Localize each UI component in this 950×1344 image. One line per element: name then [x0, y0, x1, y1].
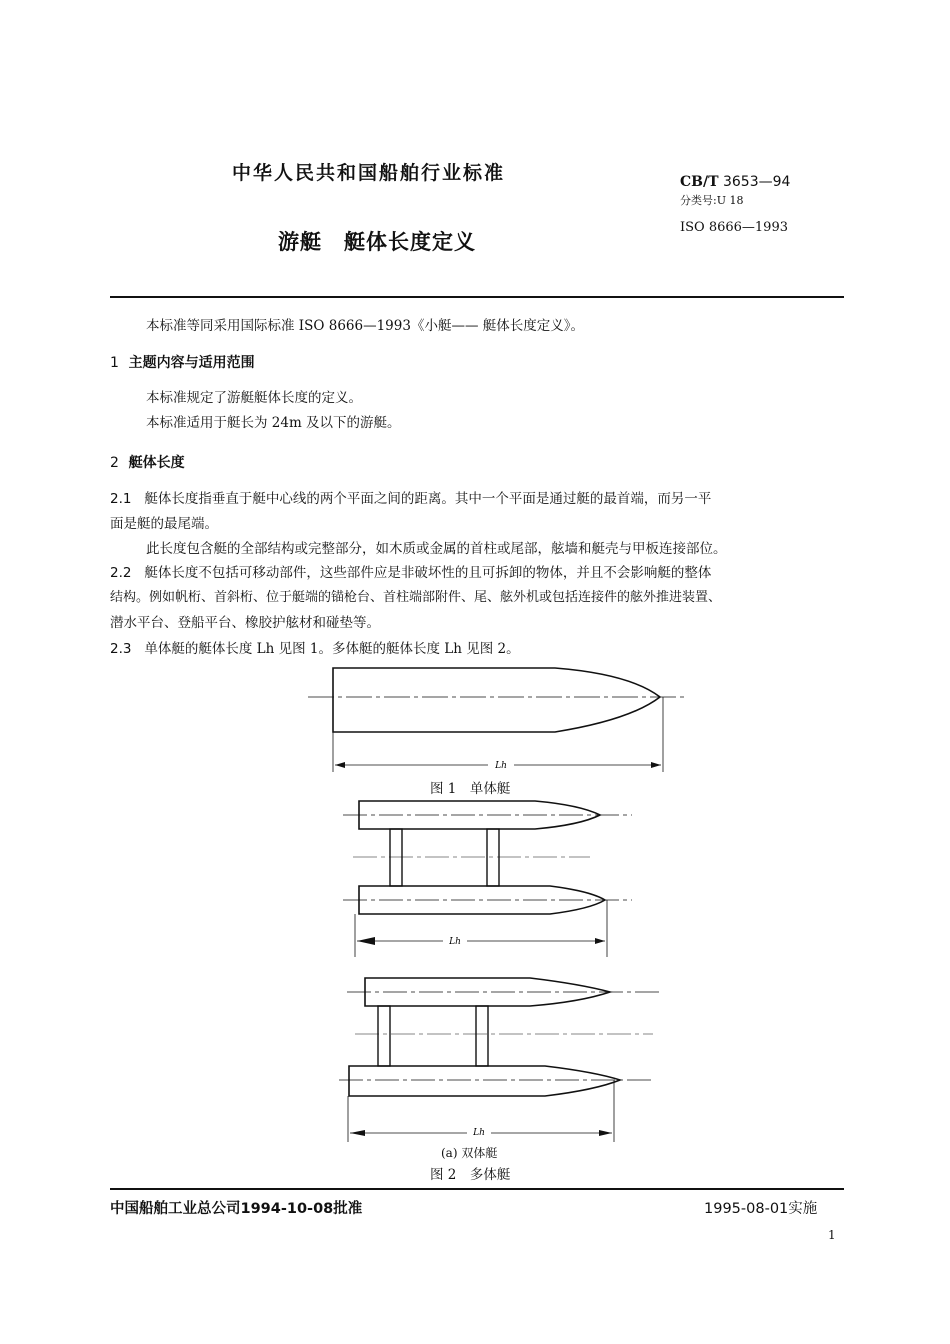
clause-2-2-line-3: 潜水平台、登船平台、橡胶护舷材和碰垫等。: [110, 615, 380, 631]
section-2-heading: [110, 452, 185, 472]
figure-2-catamaran-diagram-1: [335, 795, 645, 960]
cross-beam-aft-a: [378, 1006, 390, 1066]
intro-paragraph: 本标准等同采用国际标准 ISO 8666—1993《小艇—— 艇体长度定义》。: [146, 318, 584, 334]
clause-2-2-line-2: 结构。例如帆桁、首斜桁、位于艇端的锚枪台、首柱端部附件、尾、舷外机或包括连接件的舷外推进装置、: [110, 590, 722, 605]
monohull-arrow-right: [651, 762, 661, 768]
effective-date: 1995-08-01实施: [704, 1201, 818, 1217]
clause-2-3-number: 2.3: [110, 641, 132, 657]
catamaran-a-arrow-right: [599, 1130, 612, 1136]
monohull-arrow-left: [335, 762, 345, 768]
monohull-outline: [333, 668, 660, 732]
figure-2-caption: 图 2 多体艇: [430, 1167, 511, 1183]
catamaran-dimension-label: Lh: [449, 937, 461, 947]
header-rule: [110, 296, 844, 298]
standard-title: 中华人民共和国船舶行业标准: [232, 162, 506, 184]
section-2-title: 艇体长度: [128, 455, 185, 471]
clause-2-1-line-1: [110, 487, 711, 507]
clause-2-2-number: 2.2: [110, 565, 132, 581]
approval-line: 中国船舶工业总公司1994-10-08批准: [110, 1201, 363, 1217]
monohull-dimension-label: Lh: [495, 761, 507, 771]
standard-code: [680, 174, 790, 190]
clause-2-3-text: 单体艇的艇体长度 Lh 见图 1。多体艇的艇体长度 Lh 见图 2。: [144, 641, 520, 657]
figure-1-caption: 图 1 单体艇: [430, 781, 511, 797]
footer-rule: [110, 1188, 844, 1190]
section-1-title: 主题内容与适用范围: [128, 355, 255, 371]
clause-2-1-text: 艇体长度指垂直于艇中心线的两个平面之间的距离。其中一个平面是通过艇的最首端，而另一平: [144, 491, 712, 507]
iso-reference: ISO 8666—1993: [680, 220, 788, 235]
lower-hull-outline-a: [349, 1066, 620, 1096]
clause-2-1-line-3: 此长度包含艇的全部结构或完整部分，如木质或金属的首柱或尾部，舷墙和艇壳与甲板连接部位。: [146, 541, 727, 557]
clause-2-1-line-2: 面是艇的最尾端。: [110, 516, 218, 532]
figure-1-monohull-diagram: [300, 660, 700, 775]
catamaran-arrow-left: [357, 937, 375, 945]
clause-2-3-line: [110, 637, 520, 657]
clause-2-2-text: 艇体长度不包括可移动部件，这些部件应是非破坏性的且可拆卸的物体，并且不会影响艇的整体: [144, 565, 712, 581]
classification-number: 分类号:U 18: [680, 194, 744, 207]
clause-2-2-line-1: [110, 561, 711, 581]
page-number: 1: [828, 1228, 836, 1242]
clause-2-1-number: 2.1: [110, 491, 132, 507]
section-2-number: 2: [110, 455, 119, 471]
section-1-line-1: 本标准规定了游艇艇体长度的定义。: [146, 390, 362, 406]
catamaran-a-arrow-left: [350, 1130, 365, 1136]
figure-2-catamaran-diagram-2: [335, 972, 665, 1144]
catamaran-a-dimension-label: Lh: [473, 1128, 485, 1138]
section-1-line-2: 本标准适用于艇长为 24m 及以下的游艇。: [146, 415, 401, 431]
cross-beam-aft: [390, 829, 402, 886]
document-title: 游艇 艇体长度定义: [278, 230, 476, 254]
cross-beam-fwd: [487, 829, 499, 886]
catamaran-arrow-right: [595, 938, 605, 944]
cross-beam-fwd-a: [476, 1006, 488, 1066]
section-1-heading: [110, 352, 255, 372]
code-prefix: CB/T: [680, 174, 719, 190]
section-1-number: 1: [110, 355, 119, 371]
figure-2a-caption: (a) 双体艇: [441, 1146, 498, 1160]
code-number: 3653—94: [722, 174, 791, 190]
